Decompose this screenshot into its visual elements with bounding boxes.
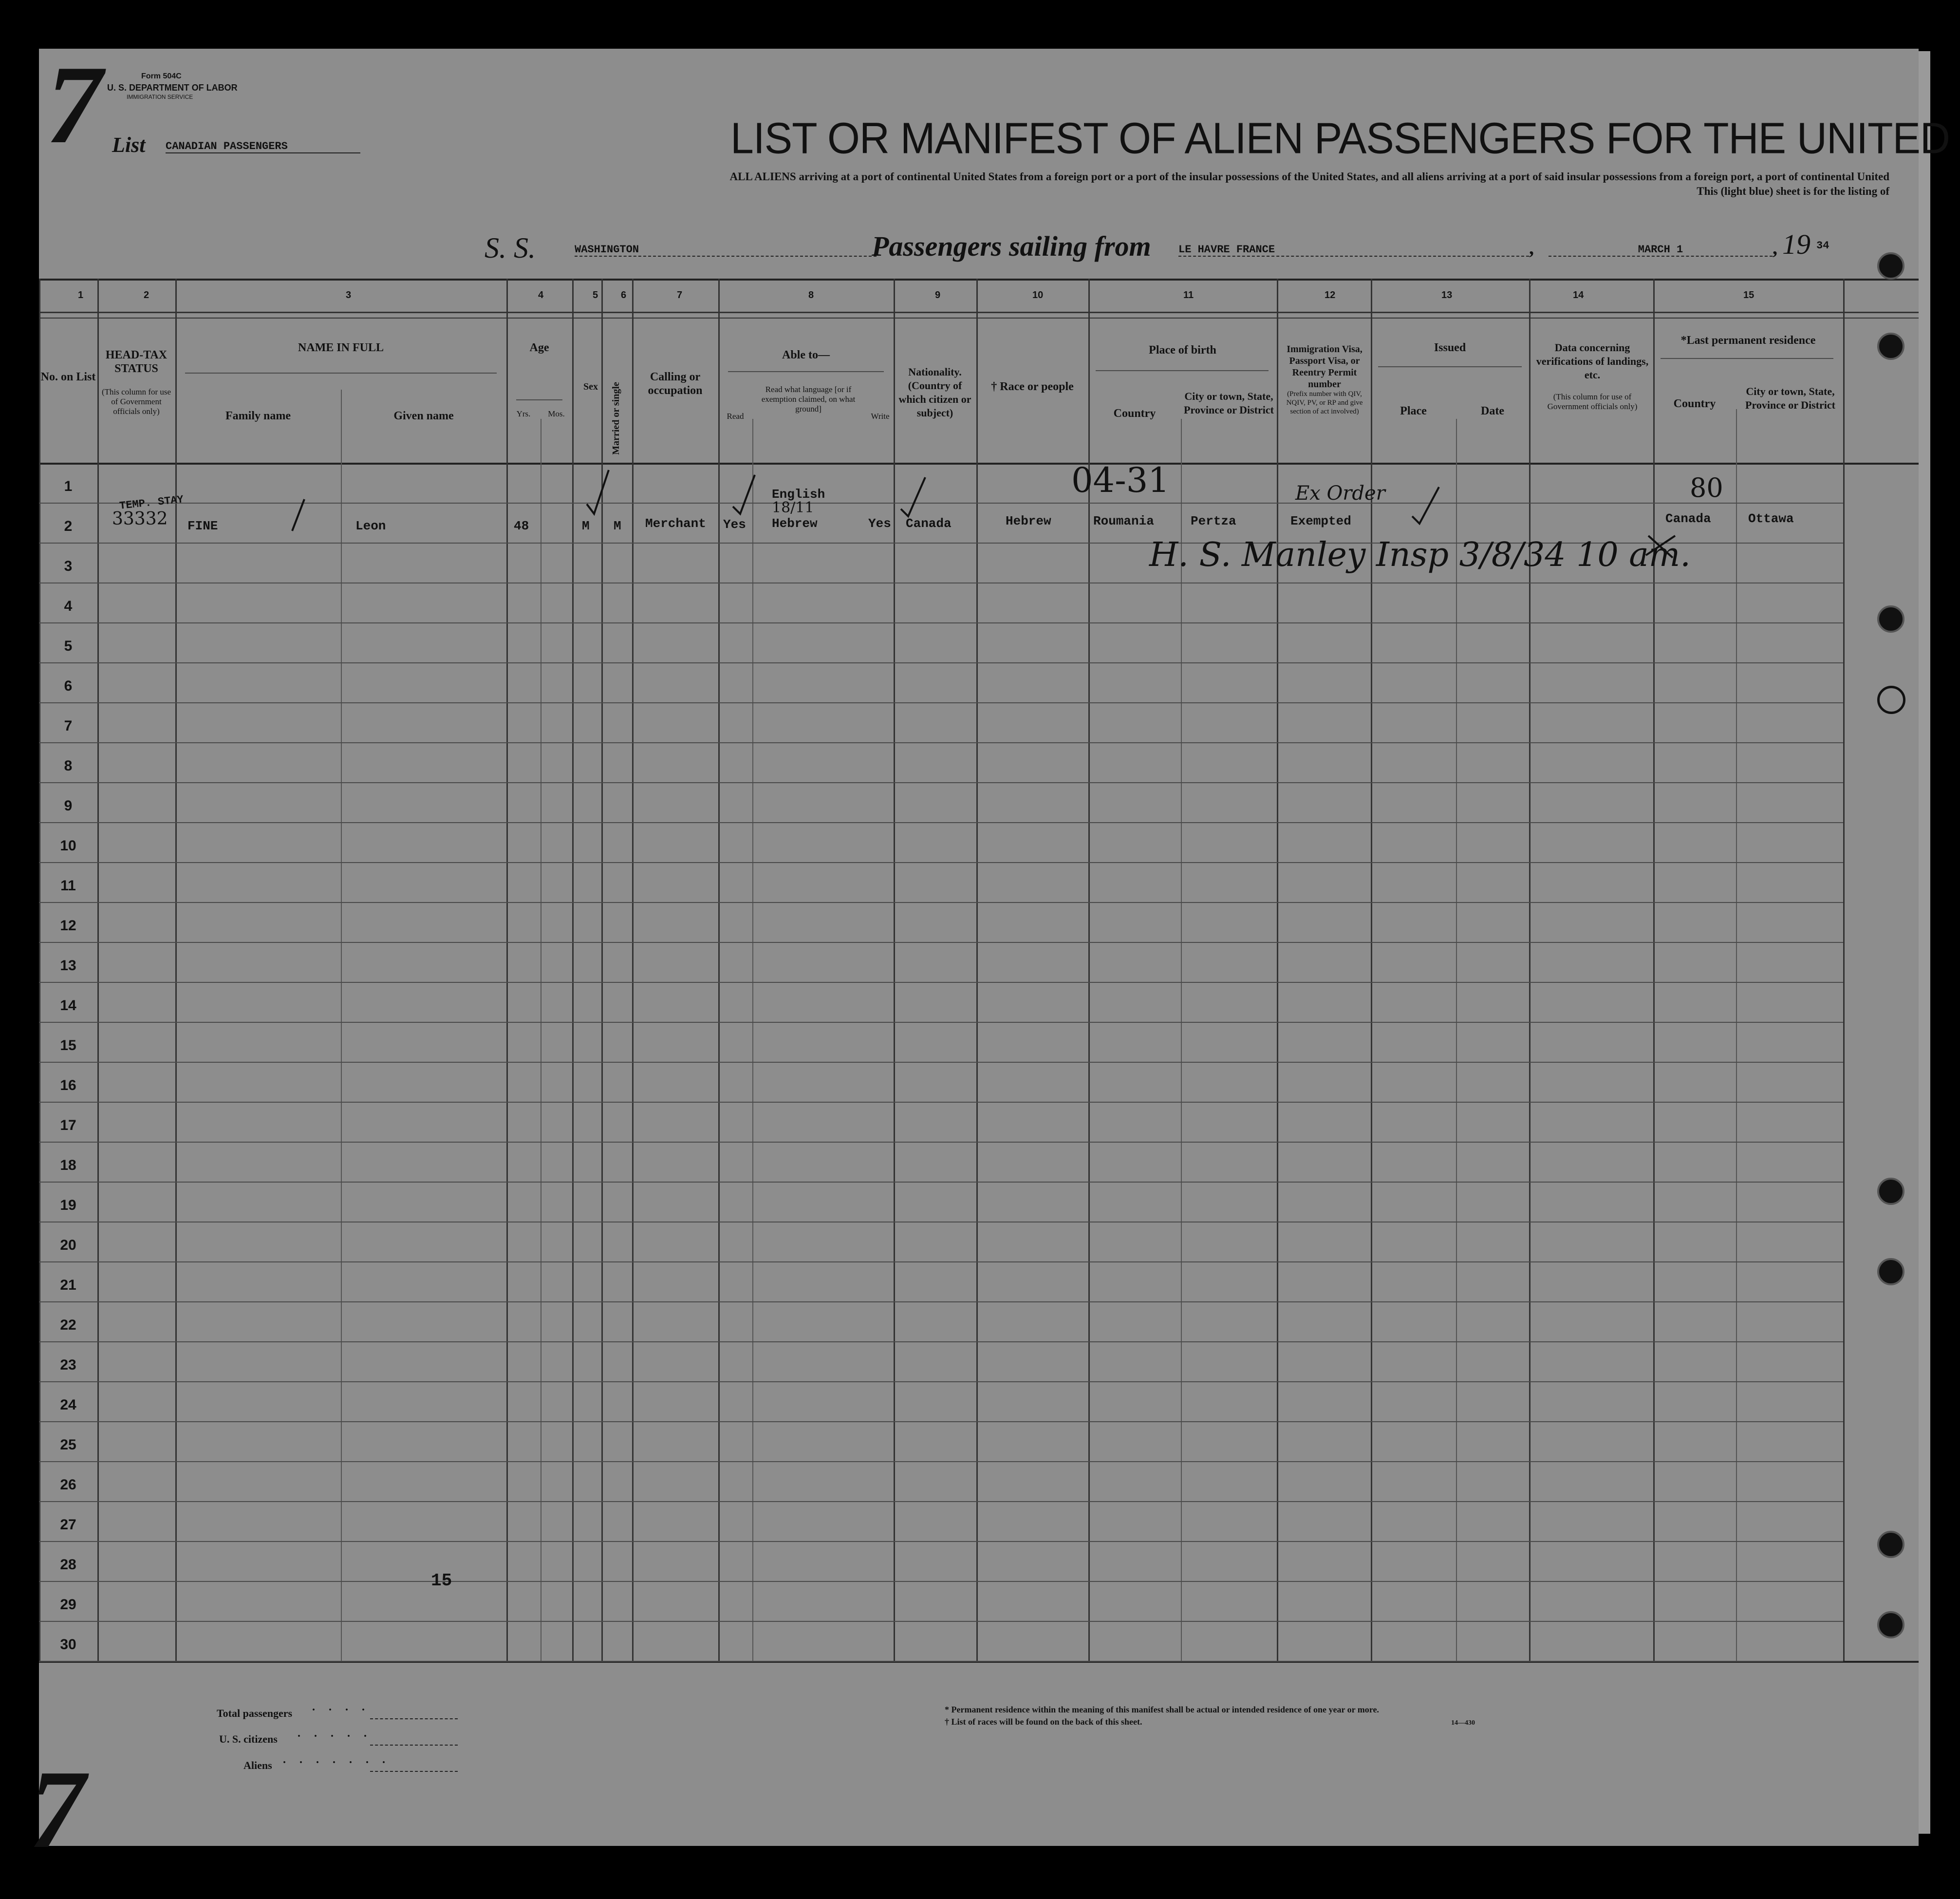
birth-country: Roumania [1093,514,1154,528]
aliens-dots: · · · · · · · [282,1756,391,1769]
row-rule [39,1182,1843,1183]
age-years: 48 [514,519,529,533]
race: Hebrew [1006,514,1051,528]
row-number: 20 [60,1237,76,1253]
header-issued-date: Date [1481,405,1504,417]
row-number: 2 [64,518,73,534]
ship-name: WASHINGTON [575,244,877,257]
row-rule [39,1261,1843,1262]
year-suffix: 34 [1816,240,1829,252]
binder-hole [1877,1611,1904,1638]
residence-city: Ottawa [1748,511,1794,526]
row-rule [39,982,1843,983]
header-issued: Issued [1434,341,1466,354]
binder-hole-open [1877,686,1905,714]
row-number: 10 [60,838,76,854]
binder-hole [1877,1531,1904,1558]
check-mark-visa [1412,487,1439,524]
row-rule [39,782,1843,783]
check-mark-age [587,470,609,514]
language-2: Hebrew [772,516,818,531]
row-number: 27 [60,1517,76,1533]
header-calling: Calling or occupation [648,371,703,397]
col-line-11a [1181,419,1182,1661]
row-number: 13 [60,958,76,974]
row-number: 22 [60,1317,76,1333]
port-name: LE HAVRE FRANCE [1178,244,1529,257]
comma-separator-2: , [1773,237,1777,259]
subtitle-line-1: ALL ALIENS arriving at a port of continental United States from a foreign port or a port of the insular possessions of the United States, and all aliens arriving at a port of said insular possessions from a foreign port, a port of continental United [729,170,1889,183]
us-citizens-dots: · · · · · [297,1730,373,1743]
row-rule [39,902,1843,903]
row-number: 9 [64,798,73,814]
header-read: Read [727,412,744,421]
row-number: 18 [60,1157,76,1173]
colnum-7: 7 [677,290,683,301]
header-nationality: Nationality. (Country of which citizen or subject) [898,366,971,419]
header-issued-place: Place [1400,405,1427,417]
colnum-4: 4 [538,290,544,301]
stamp-number: 15 [431,1571,452,1591]
subtitle-line-2: This (light blue) sheet is for the listing of [1697,185,1889,197]
row-number: 23 [60,1357,76,1373]
inspector-signature: H. S. Manley Insp 3/8/34 10 am. [1149,536,1691,574]
can-read: Yes [723,517,746,532]
aliens-label: Aliens [243,1759,272,1771]
colnum-11: 11 [1183,290,1194,301]
header-married: Married or single [611,382,621,455]
header-visa-note: (Prefix number with QIV, NQIV, PV, or RP and give section of act involved) [1286,390,1363,415]
row-number: 3 [64,558,73,574]
us-citizens-label: U. S. citizens [219,1733,278,1745]
header-mos: Mos. [548,409,565,418]
list-label: List [112,133,146,157]
row-number: 14 [60,997,76,1014]
head-tax-stamp: TEMP. STAY [119,493,184,512]
given-name: Leon [355,519,386,533]
colnum-14: 14 [1573,290,1584,301]
colnum-8: 8 [808,290,814,301]
row-rule [39,1501,1843,1502]
row-rule [39,1381,1843,1382]
total-passengers-label: Total passengers [217,1707,293,1719]
manifest-title: LIST OR MANIFEST OF ALIEN PASSENGERS FOR THE UNITED [730,113,1950,163]
check-mark-write [901,477,925,516]
row-rule [39,1661,1843,1662]
row-number: 26 [60,1477,76,1493]
department: U. S. DEPARTMENT OF LABOR [107,83,238,93]
binder-hole [1877,605,1904,633]
row-number: 8 [64,758,73,774]
handwritten-residence-mark: 80 [1690,472,1723,503]
binder-hole [1877,252,1904,280]
check-mark-read [733,475,755,514]
header-sex: Sex [583,381,598,392]
colnum-5: 5 [593,290,598,301]
header-data-concerning: Data concerning verifications of landings, etc. [1536,341,1649,381]
row-number: 11 [60,878,76,894]
row-number: 28 [60,1557,76,1573]
row-rule [39,1541,1843,1542]
can-write: Yes [868,516,891,531]
row-rule [39,1581,1843,1582]
row-rule [39,742,1843,743]
row-rule [39,1421,1843,1422]
row-rule [39,1062,1843,1063]
header-family-name: Family name [225,410,291,422]
row-number: 17 [60,1117,76,1133]
binder-hole [1877,333,1904,360]
total-passengers-field [370,1718,458,1719]
family-name: FINE [187,519,218,533]
row-number: 15 [60,1037,76,1053]
colnum-6: 6 [621,290,627,301]
handwritten-marks [39,42,1919,584]
occupation: Merchant [645,516,706,531]
header-birth-city: City or town, State, Province or District [1184,390,1274,416]
year-prefix: 19 [1782,228,1811,260]
ss-label: S. S. [485,232,536,264]
col-line-13a [1456,419,1457,1661]
colnum-15: 15 [1743,290,1755,301]
check-mark-family [292,499,304,531]
row-number: 29 [60,1597,76,1613]
comma-separator: , [1529,237,1534,259]
row-number: 7 [64,718,73,734]
header-place-of-birth: Place of birth [1149,344,1216,357]
row-number: 16 [60,1077,76,1093]
header-head-tax: HEAD-TAX STATUS [105,349,168,375]
col-line-15a [1736,409,1737,1661]
header-res-country: Country [1673,397,1716,410]
colnum-1: 1 [78,290,84,301]
row-rule [39,1461,1843,1462]
manifest-sheet [29,42,1950,1871]
header-last-residence: *Last permanent residence [1680,334,1816,347]
header-able-to: Able to— [782,349,830,361]
row-rule [39,862,1843,863]
colnum-12: 12 [1325,290,1336,301]
footnote-residence: * Permanent residence within the meaning of this manifest shall be actual or intended residence of one year or more. [945,1705,1379,1714]
header-head-tax-note: (This column for use of Government officials only) [101,387,171,416]
sailing-label: Passengers sailing from [872,230,1151,262]
header-race: † Race or people [991,380,1074,393]
birth-city: Pertza [1191,514,1236,528]
row-rule [39,942,1843,943]
header-data-note: (This column for use of Government officials only) [1547,392,1638,411]
service: IMMIGRATION SERVICE [127,94,193,100]
sex: M [582,519,590,533]
row-number: 30 [60,1636,76,1653]
col-line-8a [752,419,753,1661]
colnum-10: 10 [1032,290,1044,301]
row-number: 24 [60,1397,76,1413]
colnum-3: 3 [346,290,352,301]
marital-status: M [614,519,621,533]
row-number: 4 [64,598,73,614]
row-number: 5 [64,638,73,654]
form-number: Form 504C [141,72,182,80]
row-number: 6 [64,678,73,694]
header-read-language: Read what language [or if exemption claimed, on what ground] [761,385,856,414]
header-given-name: Given name [393,410,454,422]
row-rule [39,1102,1843,1103]
row-rule [39,1142,1843,1143]
binder-hole [1877,1258,1904,1285]
list-value: CANADIAN PASSENGERS [166,140,360,153]
handwritten-code: 04-31 [1071,460,1170,500]
header-write: Write [871,412,890,421]
row-number: 12 [60,918,76,934]
handwritten-ex-order: Ex Order [1295,482,1385,505]
row-rule [39,1341,1843,1342]
handwritten-language-note: 18/11 [772,499,814,516]
footnote-races: † List of races will be found on the back of this sheet. [945,1717,1142,1727]
page-number: 7 [46,42,102,167]
row-number: 25 [60,1437,76,1453]
row-rule [39,1022,1843,1023]
row-rule [39,622,1843,623]
residence-country: Canada [1665,511,1711,526]
header-yrs: Yrs. [516,409,531,418]
us-citizens-field [370,1745,458,1746]
colnum-2: 2 [144,290,149,301]
header-birth-country: Country [1113,407,1156,420]
aliens-field [370,1771,458,1772]
sailing-date: MARCH 1 [1549,244,1773,257]
row-rule [39,822,1843,823]
header-name-in-full: NAME IN FULL [298,341,384,354]
colnum-13: 13 [1441,290,1453,301]
row-number: 19 [60,1197,76,1213]
total-passengers-dots: · · · · [312,1704,371,1716]
row-number: 21 [60,1277,76,1293]
row-rule [39,1621,1843,1622]
x-mark-verification [1646,536,1675,558]
row-rule [39,662,1843,663]
row-rule [39,1301,1843,1302]
row-rule [39,702,1843,703]
head-tax-number: 33332 [112,509,168,529]
footer-form-code: 14—430 [1451,1719,1475,1727]
colnum-9: 9 [935,290,941,301]
header-visa: Immigration Visa, Passport Visa, or Reentry Permit number [1287,344,1363,390]
page-number-bottom: 7 [29,1747,85,1871]
header-no-on-list: No. on List [40,371,96,383]
visa-status: Exempted [1290,514,1351,528]
row-number: 1 [64,478,73,494]
header-age: Age [529,341,549,354]
nationality: Canada [906,516,952,531]
language-1: English [772,487,825,502]
binder-hole [1877,1178,1904,1205]
header-res-city: City or town, State, Province or District [1745,385,1835,411]
